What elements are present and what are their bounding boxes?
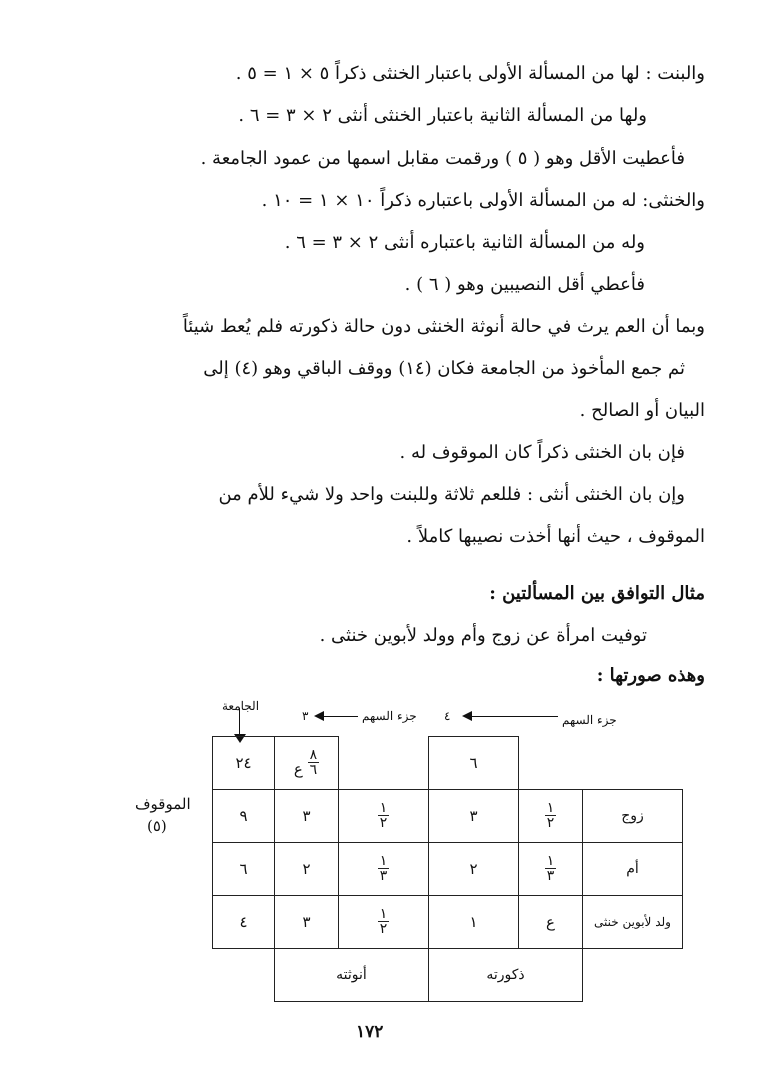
text-line-8: ثم جمع المأخوذ من الجامعة فكان (١٤) ووقف الباقي وهو (٤) إلى bbox=[203, 358, 685, 379]
table-row bbox=[213, 896, 683, 949]
text-line-3: فأعطيت الأقل وهو ( ٥ ) ورقمت مقابل اسمها من عمود الجامعة . bbox=[200, 148, 685, 169]
jamia-cell: ٩ bbox=[213, 790, 275, 843]
text-line-5: وله من المسألة الثانية باعتباره أنثى ٢ × ٣ = ٦ . bbox=[284, 232, 645, 253]
ain-fraction: $\frac{٨}{٦}$ bbox=[309, 747, 318, 778]
share1-cell: $\frac{١}{٢}$ bbox=[339, 790, 429, 843]
share1-cell: $\frac{١}{٣}$ bbox=[339, 843, 429, 896]
jamia-cell: ٤ bbox=[213, 896, 275, 949]
dhukura-total-cell: ٦ bbox=[429, 737, 519, 790]
share2-cell: ع bbox=[519, 896, 583, 949]
mawquf-label: الموقوف bbox=[135, 795, 191, 813]
text-line-7: وبما أن العم يرث في حالة أنوثة الخنثى دون حالة ذكورته فلم يُعط شيئاً bbox=[182, 316, 705, 337]
jamia-cell: ٦ bbox=[213, 843, 275, 896]
text-line-6: فأعطي أقل النصيبين وهو ( ٦ ) . bbox=[404, 274, 645, 295]
text-line-2: ولها من المسألة الثانية باعتبار الخنثى أنثى ٢ × ٣ = ٦ . bbox=[238, 105, 647, 126]
juz-right-arrow bbox=[472, 716, 558, 717]
jamia-total-cell: ٢٤ bbox=[213, 737, 275, 790]
table-row-top bbox=[213, 737, 683, 790]
juz-right-value: ٤ bbox=[444, 709, 451, 723]
juz-left-label: جزء السهم bbox=[362, 709, 417, 723]
jamia-label: الجامعة bbox=[222, 699, 260, 713]
table-footer-row bbox=[213, 949, 683, 1002]
share1-cell: $\frac{١}{٢}$ bbox=[339, 896, 429, 949]
juz-left-value: ٣ bbox=[302, 709, 309, 723]
page-number: ١٧٢ bbox=[356, 1022, 384, 1042]
val2-cell: ٣ bbox=[429, 790, 519, 843]
text-line-1: والبنت : لها من المسألة الأولى باعتبار الخنثى ذكراً ٥ × ١ = ٥ . bbox=[235, 63, 705, 84]
juz-right-label: جزء السهم bbox=[562, 713, 617, 727]
text-line-11: وإن بان الخنثى أنثى : فللعم ثلاثة وللبنت واحد ولا شيء للأم من bbox=[218, 484, 685, 505]
share2-cell: $\frac{١}{٢}$ bbox=[519, 790, 583, 843]
val1-cell: ٣ bbox=[275, 896, 339, 949]
mawquf-value: (٥) bbox=[147, 817, 167, 835]
table-row bbox=[213, 843, 683, 896]
ain-label: ع bbox=[293, 760, 303, 778]
juz-right-arrow-head bbox=[462, 711, 472, 721]
text-line-10: فإن بان الخنثى ذكراً كان الموقوف له . bbox=[399, 442, 685, 463]
heir-name-cell: زوج bbox=[583, 790, 683, 843]
juz-left-arrow bbox=[324, 716, 358, 717]
text-line-15: وهذه صورتها : bbox=[596, 665, 705, 686]
ain-cell bbox=[275, 737, 339, 790]
text-line-9: البيان أو الصالح . bbox=[579, 400, 705, 421]
inheritance-table bbox=[212, 736, 683, 1002]
text-line-4: والخنثى: له من المسألة الأولى باعتباره ذكراً ١٠ × ١ = ١٠ . bbox=[261, 190, 705, 211]
heir-name-cell: ولد لأبوين خنثى bbox=[583, 896, 683, 949]
section-heading: مثال التوافق بين المسألتين : bbox=[489, 583, 705, 604]
val2-cell: ٢ bbox=[429, 843, 519, 896]
share2-cell: $\frac{١}{٣}$ bbox=[519, 843, 583, 896]
table-row bbox=[213, 790, 683, 843]
text-line-14: توفيت امرأة عن زوج وأم وولد لأبوين خنثى . bbox=[319, 625, 647, 646]
val1-cell: ٢ bbox=[275, 843, 339, 896]
dhukura-footer-cell: ذكورته bbox=[429, 949, 583, 1002]
heir-name-cell: أم bbox=[583, 843, 683, 896]
text-line-12: الموقوف ، حيث أنها أخذت نصيبها كاملاً . bbox=[406, 526, 705, 547]
unutha-footer-cell: أنوثته bbox=[275, 949, 429, 1002]
val2-cell: ١ bbox=[429, 896, 519, 949]
juz-left-arrow-head bbox=[314, 711, 324, 721]
val1-cell: ٣ bbox=[275, 790, 339, 843]
